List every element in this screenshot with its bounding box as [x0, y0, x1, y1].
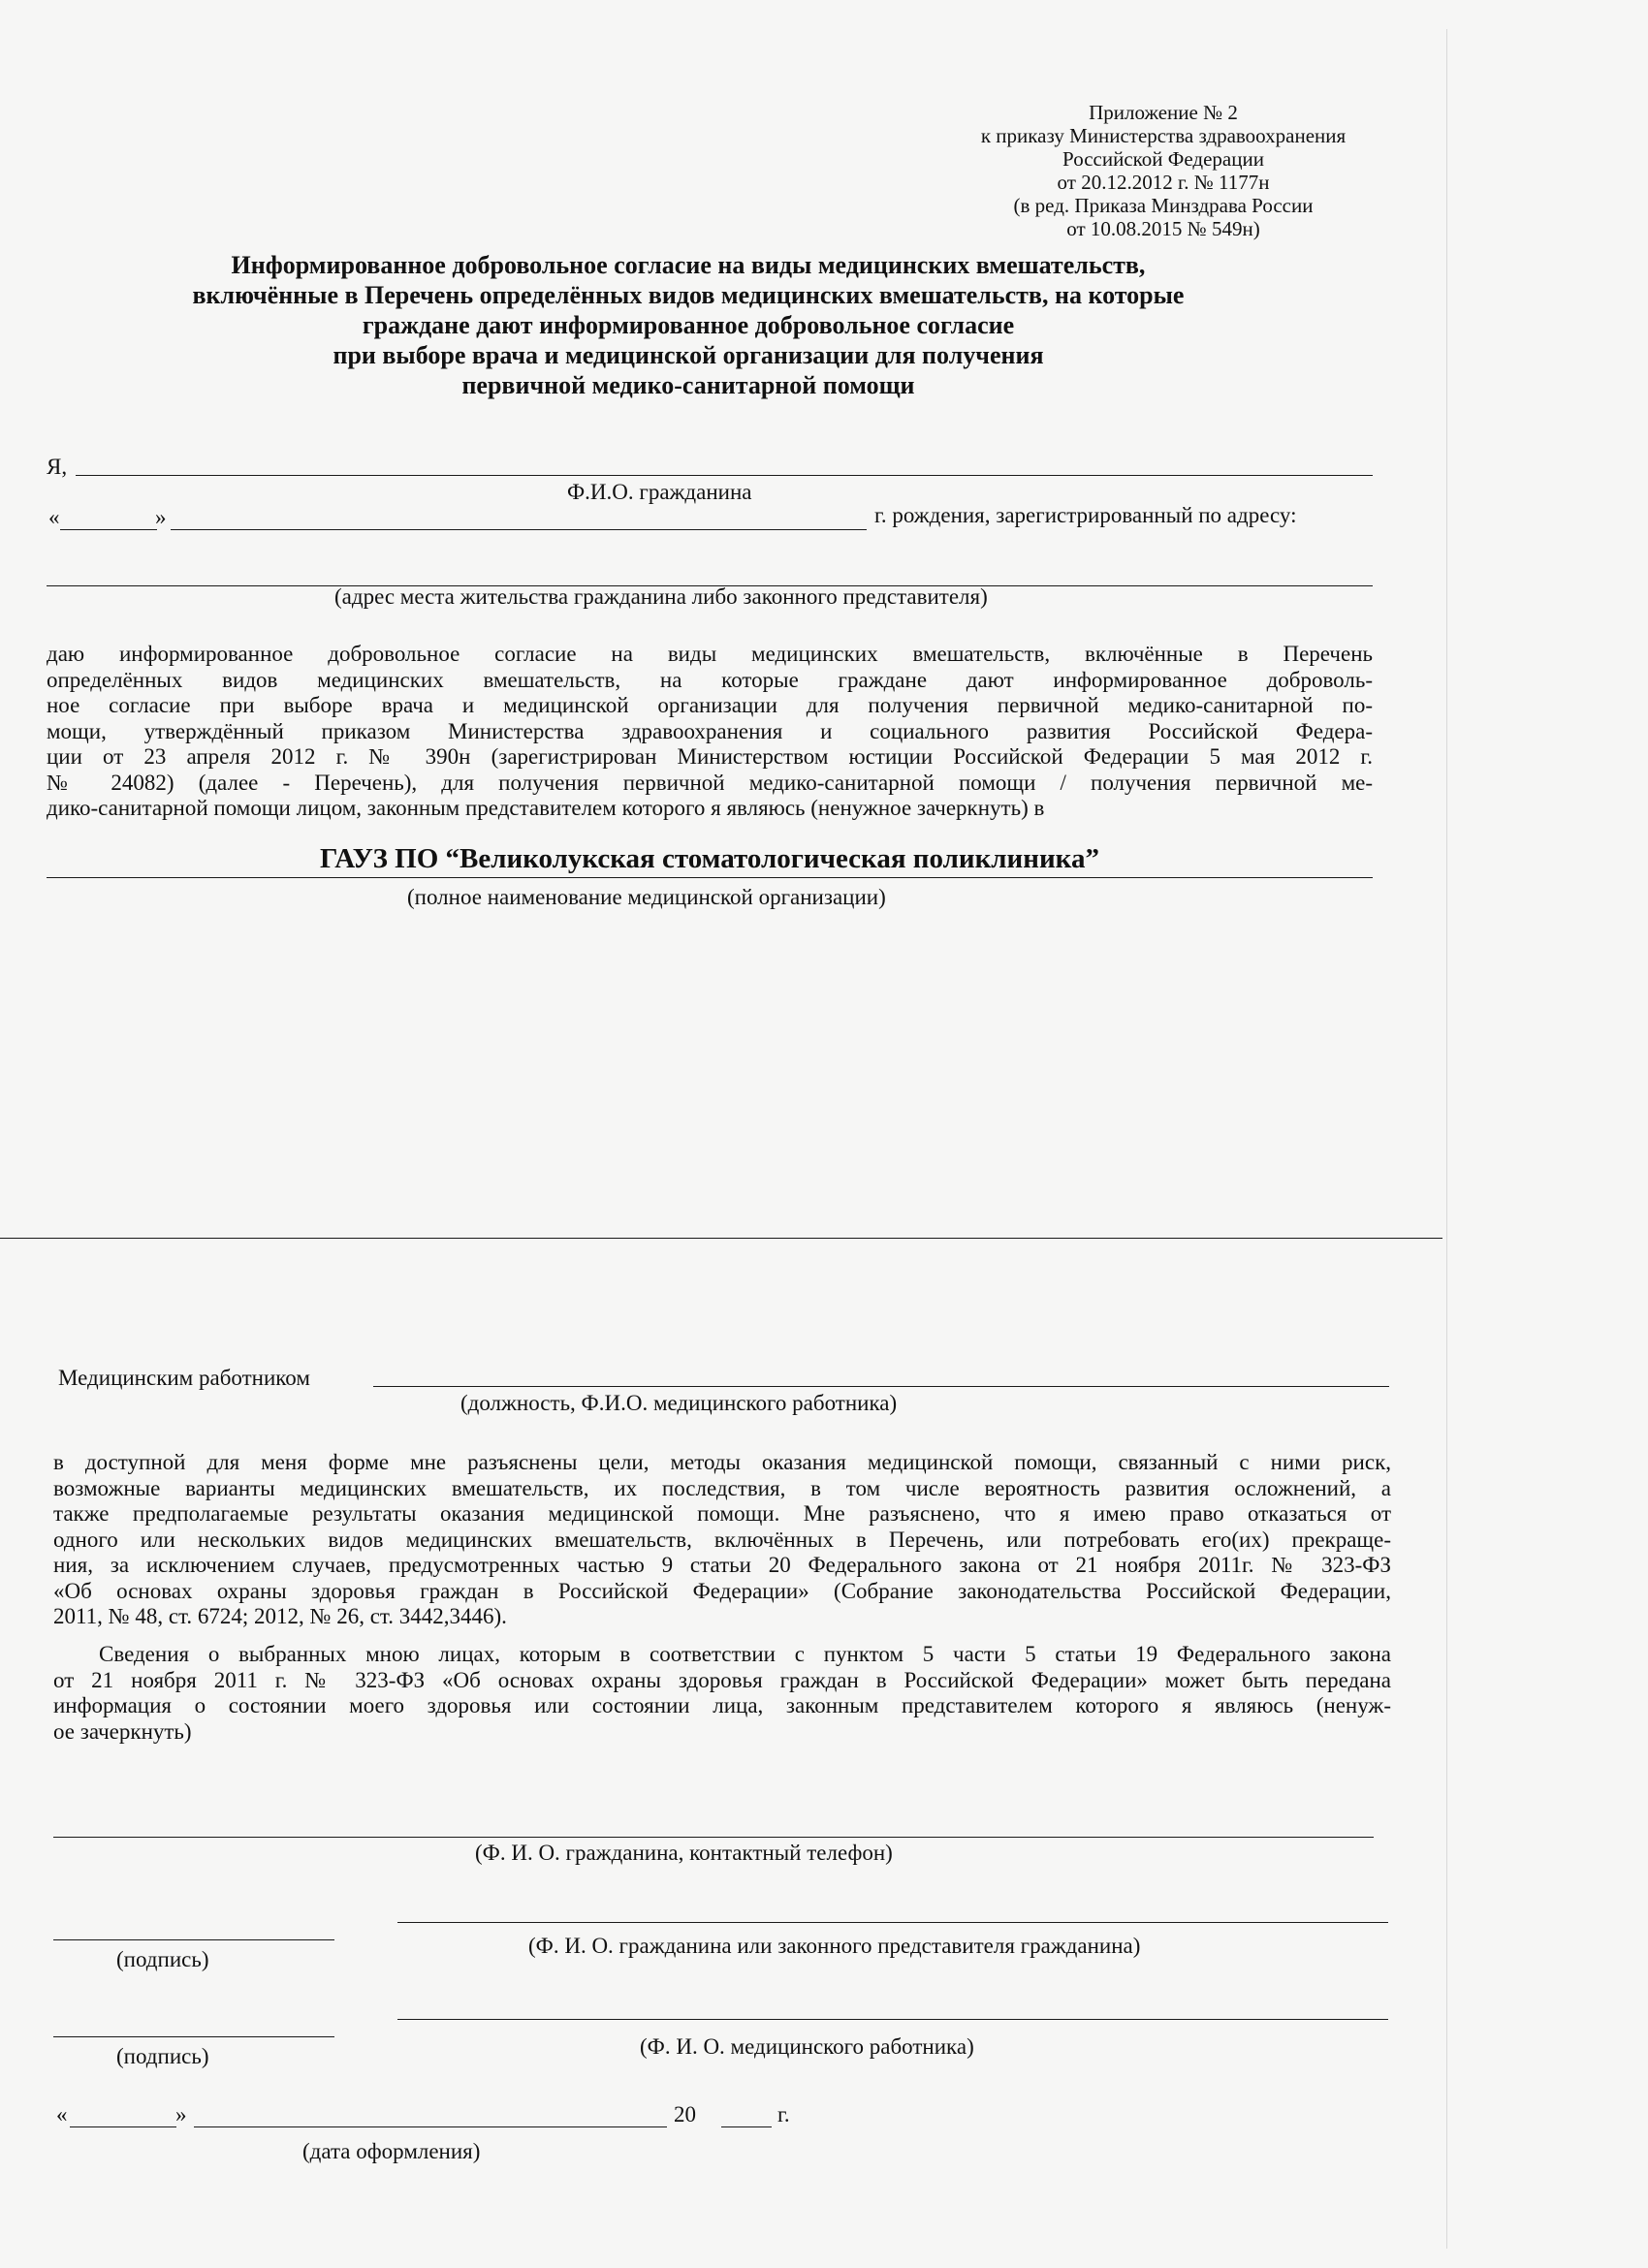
appendix-header	[931, 101, 1396, 240]
disclosure-paragraph	[53, 1642, 1391, 1745]
consent-line: ции от 23 апреля 2012 г. № 390н (зарегистрирован Министерством юстиции Российской Федерации 5 мая 2012 г.	[47, 744, 1373, 769]
appendix-line-6: от 10.08.2015 № 549н)	[1066, 217, 1260, 240]
section-divider	[0, 1238, 1442, 1239]
explanation-line: возможные варианты медицинских вмешательств, их последствия, в том числе вероятность развития осложнений, а	[53, 1475, 1391, 1500]
disclosure-line: ое зачеркнуть)	[53, 1718, 192, 1744]
citizen-name-field[interactable]	[397, 1922, 1388, 1923]
citizen-name-caption: (Ф. И. О. гражданина или законного представителя гражданина)	[528, 1934, 1141, 1958]
consent-line: № 24082) (далее - Перечень), для получения первичной медико-санитарной помощи / получения первичной ме-	[47, 770, 1373, 795]
disclosure-line: информация о состоянии моего здоровья или состоянии лица, законным представителем которого я являюсь (ненуж-	[53, 1693, 1391, 1717]
consent-line: дико-санитарной помощи лицом, законным представителем которого я являюсь (ненужное зачеркнуть) в	[47, 796, 1045, 820]
date-close-quote: »	[175, 2102, 187, 2126]
explanation-line: в доступной для меня форме мне разъяснены цели, методы оказания медицинской помощи, связанный с ними риск,	[53, 1450, 1391, 1474]
explanation-paragraph	[53, 1450, 1391, 1630]
appendix-line-1: Приложение № 2	[1089, 101, 1238, 124]
explanation-line: также предполагаемые результаты оказания медицинской помощи. Мне разъяснено, что я имею право отказаться от	[53, 1501, 1391, 1526]
date-caption: (дата оформления)	[302, 2139, 481, 2163]
title-line-3: граждане дают информированное добровольное согласие	[362, 311, 1015, 339]
organization-caption: (полное наименование медицинской организации)	[407, 885, 886, 909]
year-prefix: 20	[674, 2102, 696, 2126]
explanation-line: «Об основах охраны здоровья граждан в Российской Федерации» (Собрание законодательства Российской Федерации,	[53, 1578, 1391, 1603]
citizen-signature-field[interactable]	[53, 1939, 334, 1940]
disclosure-line: Сведения о выбранных мною лицах, которым в соответствии с пунктом 5 части 5 статьи 19 Федерального закона	[99, 1642, 1391, 1666]
date-day-field[interactable]	[70, 2126, 176, 2127]
appendix-line-2: к приказу Министерства здравоохранения	[980, 124, 1347, 147]
year-suffix: г.	[777, 2102, 790, 2126]
date-open-quote: «	[56, 2102, 68, 2126]
page-edge-shadow	[1446, 29, 1447, 2249]
ya-label: Я,	[47, 455, 68, 479]
consent-line: ное согласие при выборе врача и медицинской организации для получения первичной медико-санитарной по-	[47, 693, 1373, 717]
worker-signature-field[interactable]	[53, 2036, 334, 2037]
contact-field[interactable]	[53, 1837, 1374, 1838]
worker-name-caption: (Ф. И. О. медицинского работника)	[640, 2034, 974, 2059]
explanation-line: одного или нескольких видов медицинских вмешательств, включённых в Перечень, или потребовать его(их) прекраще-	[53, 1527, 1391, 1552]
date-year-field[interactable]	[721, 2126, 772, 2127]
worker-signature-caption: (подпись)	[116, 2044, 209, 2068]
appendix-line-3: Российской Федерации	[1062, 147, 1264, 171]
document-title	[97, 250, 1280, 400]
appendix-line-5: (в ред. Приказа Минздрава России	[1013, 194, 1314, 217]
birth-day-field[interactable]	[60, 529, 157, 530]
explanation-line: 2011, № 48, ст. 6724; 2012, № 26, ст. 3442,3446).	[53, 1604, 507, 1628]
med-worker-field[interactable]	[373, 1386, 1389, 1387]
appendix-line-4: от 20.12.2012 г. № 1177н	[1057, 171, 1270, 194]
med-worker-label: Медицинским работником	[58, 1366, 310, 1390]
title-line-1: Информированное добровольное согласие на виды медицинских вмешательств,	[231, 251, 1146, 279]
address-caption: (адрес места жительства гражданина либо законного представителя)	[334, 584, 988, 609]
organization-field[interactable]	[47, 877, 1373, 878]
consent-paragraph	[47, 642, 1373, 822]
organization-name: ГАУЗ ПО “Великолукская стоматологическая поликлиника”	[320, 843, 1099, 874]
worker-name-field[interactable]	[397, 2019, 1388, 2020]
fio-caption: Ф.И.О. гражданина	[567, 480, 752, 504]
consent-line: мощи, утверждённый приказом Министерства здравоохранения и социального развития Российской Федера-	[47, 718, 1373, 743]
title-line-2: включённые в Перечень определённых видов медицинских вмешательств, на которые	[192, 281, 1185, 309]
title-line-5: первичной медико-санитарной помощи	[461, 371, 915, 399]
med-worker-caption: (должность, Ф.И.О. медицинского работника)	[460, 1391, 898, 1415]
date-month-field[interactable]	[194, 2126, 667, 2127]
disclosure-line: от 21 ноября 2011 г. № 323-ФЗ «Об основах охраны здоровья граждан в Российской Федерации» может быть передана	[53, 1667, 1391, 1692]
birth-date-close-quote: »	[155, 505, 167, 529]
citizen-signature-caption: (подпись)	[116, 1947, 209, 1971]
birth-text: г. рождения, зарегистрированный по адресу:	[874, 503, 1297, 527]
consent-line: даю информированное добровольное согласие на виды медицинских вмешательств, включённые в Перечень	[47, 642, 1373, 666]
birth-month-year-field[interactable]	[171, 529, 867, 530]
fio-field[interactable]	[76, 475, 1373, 476]
title-line-4: при выборе врача и медицинской организации для получения	[333, 341, 1044, 369]
consent-line: определённых видов медицинских вмешательств, на которые граждане дают информированное доброволь-	[47, 667, 1373, 692]
contact-caption: (Ф. И. О. гражданина, контактный телефон)	[475, 1841, 893, 1865]
explanation-line: ния, за исключением случаев, предусмотренных частью 9 статьи 20 Федерального закона от 21 ноября 2011г. № 323-ФЗ	[53, 1553, 1391, 1577]
birth-date-open-quote: «	[48, 505, 60, 529]
